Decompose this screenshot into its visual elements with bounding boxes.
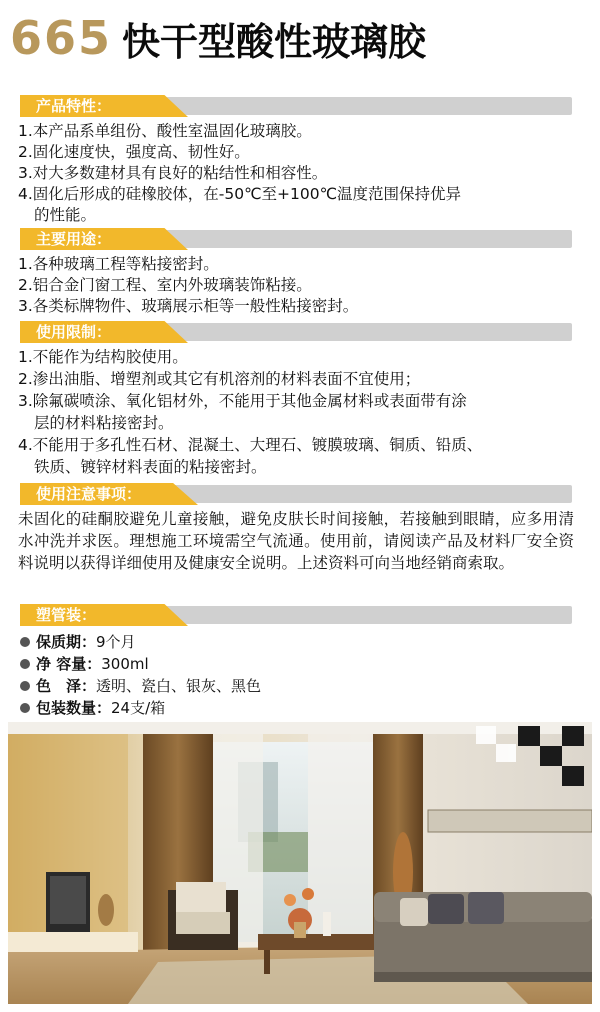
- spec-value: 300ml: [101, 655, 149, 673]
- feature-line: 1.本产品系单组份、酸性室温固化玻璃胶。: [18, 122, 312, 140]
- spec-value: 9个月: [96, 633, 136, 651]
- bullet-icon: [20, 681, 30, 691]
- limit-line: 1.不能作为结构胶使用。: [18, 348, 188, 366]
- spec-value: 24支/箱: [111, 699, 166, 717]
- feature-line: 4.固化后形成的硅橡胶体，在-50℃至+100℃温度范围保持优异: [18, 185, 461, 203]
- limit-line: 3.除氟碳喷涂、氧化铝材外，不能用于其他金属材料或表面带有涂: [18, 392, 467, 410]
- section-title: 产品特性：: [36, 97, 112, 115]
- section-header-packaging: [20, 604, 572, 626]
- section-title: 使用限制：: [36, 323, 112, 341]
- section-title: 使用注意事项：: [36, 485, 142, 503]
- section-header-notes: [20, 483, 572, 505]
- section-header-limits: [20, 321, 572, 343]
- spec-item: [20, 632, 136, 652]
- section-header-uses: [20, 228, 572, 250]
- spec-value: 透明、瓷白、银灰、黑色: [96, 677, 262, 695]
- bullet-icon: [20, 659, 30, 669]
- limit-line: 铁质、镀锌材料表面的粘接密封。: [34, 458, 267, 476]
- spec-item: [20, 654, 149, 674]
- notes-paragraph: 未固化的硅酮胶避免儿童接触，避免皮肤长时间接触，若接触到眼睛，应多用清水冲洗并求医。理想施工环境需空气流通。使用前，请阅读产品及材料厂安全资料说明以获得详细使用及健康安全说明。上述资料可向当地经销商索取。: [18, 510, 574, 572]
- product-name: 快干型酸性玻璃胶: [122, 19, 427, 64]
- spec-label: 保质期：: [36, 633, 97, 651]
- bullet-icon: [20, 637, 30, 647]
- section-header-features: [20, 95, 572, 117]
- spec-label: 色 泽：: [36, 677, 97, 695]
- feature-line: 的性能。: [34, 206, 97, 224]
- spec-label: 净 容量：: [36, 655, 102, 673]
- spec-label: 包装数量：: [36, 699, 112, 717]
- use-line: 1.各种玻璃工程等粘接密封。: [18, 255, 219, 273]
- limit-line: 4.不能用于多孔性石材、混凝土、大理石、镀膜玻璃、铜质、铅质、: [18, 436, 483, 454]
- section-title: 主要用途：: [36, 230, 112, 248]
- bullet-icon: [20, 703, 30, 713]
- document-title: [10, 10, 426, 66]
- spec-item: [20, 698, 165, 718]
- limit-line: 层的材料粘接密封。: [34, 414, 174, 432]
- use-line: 2.铝合金门窗工程、室内外玻璃装饰粘接。: [18, 276, 312, 294]
- living-room-photo: [8, 722, 592, 1004]
- section-title: 塑管装：: [36, 606, 97, 624]
- model-number: 665: [10, 11, 113, 65]
- use-line: 3.各类标牌物件、玻璃展示柜等一般性粘接密封。: [18, 297, 359, 315]
- limit-line: 2.渗出油脂、增塑剂或其它有机溶剂的材料表面不宜使用；: [18, 370, 421, 388]
- feature-line: 2.固化速度快，强度高、韧性好。: [18, 143, 250, 161]
- feature-line: 3.对大多数建材具有良好的粘结性和相容性。: [18, 164, 328, 182]
- spec-item: [20, 676, 261, 696]
